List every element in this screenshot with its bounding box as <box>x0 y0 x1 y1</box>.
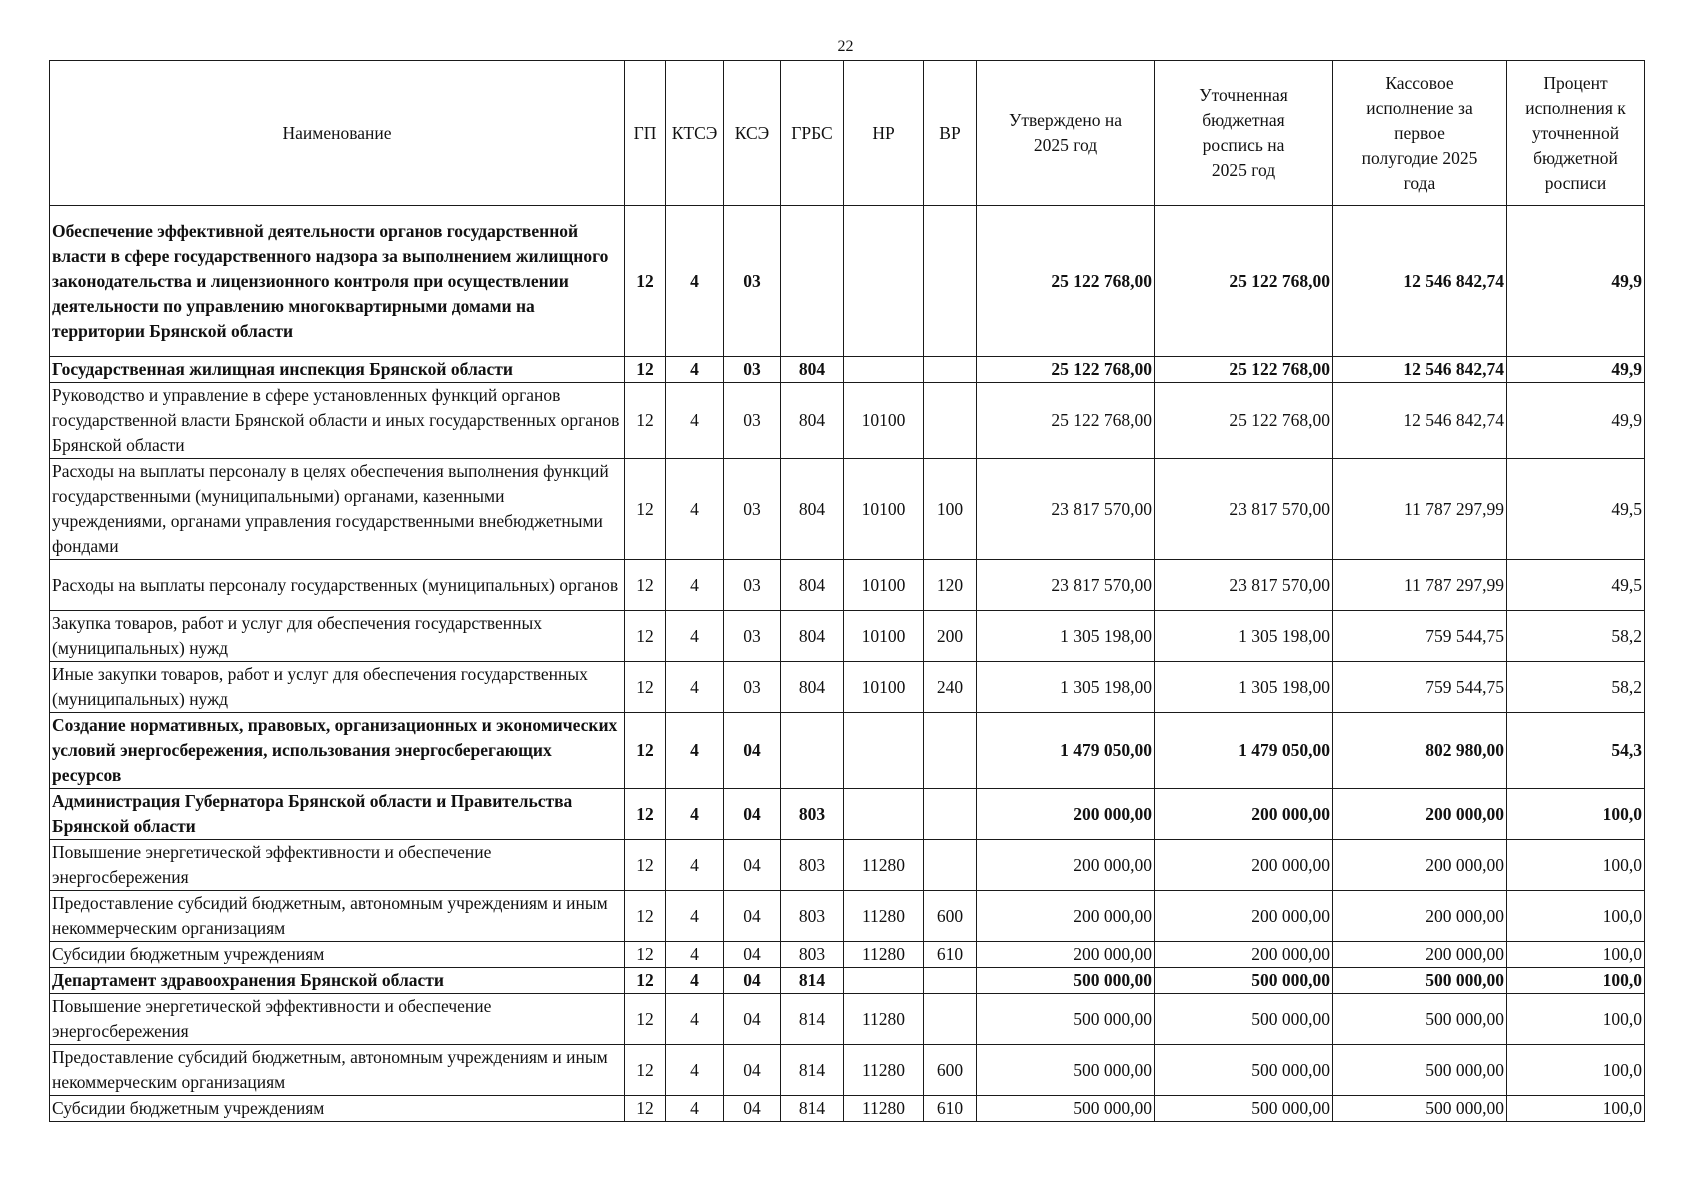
cell-cash: 11 787 297,99 <box>1333 459 1507 560</box>
cell-refined: 1 479 050,00 <box>1155 713 1333 789</box>
cell-approved: 500 000,00 <box>977 994 1155 1045</box>
cell-name: Повышение энергетической эффективности и обеспечение энергосбережения <box>50 840 625 891</box>
cell-name: Создание нормативных, правовых, организационных и экономических условий энергосбережения, использования энергосберегающих ресурсов <box>50 713 625 789</box>
cell-refined: 200 000,00 <box>1155 840 1333 891</box>
cell-approved: 1 479 050,00 <box>977 713 1155 789</box>
cell-cash: 200 000,00 <box>1333 891 1507 942</box>
cell-percent: 100,0 <box>1507 840 1645 891</box>
cell-approved: 1 305 198,00 <box>977 611 1155 662</box>
cell-vr <box>924 789 977 840</box>
table-row <box>50 357 1645 383</box>
cell-name: Предоставление субсидий бюджетным, автономным учреждениям и иным некоммерческим организациям <box>50 891 625 942</box>
cell-name: Расходы на выплаты персоналу в целях обеспечения выполнения функций государственными (муниципальными) органами, казенными учреждениями, органами управления государственными внебюджетными фондами <box>50 459 625 560</box>
cell-refined: 500 000,00 <box>1155 1096 1333 1122</box>
cell-grbs: 814 <box>781 994 844 1045</box>
cell-refined: 500 000,00 <box>1155 994 1333 1045</box>
cell-kse: 04 <box>724 840 781 891</box>
cell-grbs: 814 <box>781 1045 844 1096</box>
cell-kse: 03 <box>724 560 781 611</box>
cell-approved: 500 000,00 <box>977 1045 1155 1096</box>
cell-refined: 1 305 198,00 <box>1155 611 1333 662</box>
table-row <box>50 840 1645 891</box>
cell-ktse: 4 <box>666 206 724 357</box>
cell-grbs: 804 <box>781 357 844 383</box>
table-row <box>50 713 1645 789</box>
cell-gp: 12 <box>625 994 666 1045</box>
cell-percent: 49,9 <box>1507 383 1645 459</box>
cell-vr: 100 <box>924 459 977 560</box>
cell-percent: 100,0 <box>1507 1045 1645 1096</box>
cell-refined: 23 817 570,00 <box>1155 459 1333 560</box>
cell-gp: 12 <box>625 891 666 942</box>
cell-np: 11280 <box>844 891 924 942</box>
cell-kse: 04 <box>724 968 781 994</box>
cell-approved: 25 122 768,00 <box>977 206 1155 357</box>
header-row <box>50 61 1645 206</box>
cell-grbs: 804 <box>781 560 844 611</box>
cell-np <box>844 968 924 994</box>
cell-percent: 54,3 <box>1507 713 1645 789</box>
cell-kse: 03 <box>724 662 781 713</box>
cell-kse: 04 <box>724 994 781 1045</box>
cell-name: Государственная жилищная инспекция Брянской области <box>50 357 625 383</box>
cell-approved: 25 122 768,00 <box>977 383 1155 459</box>
cell-grbs: 803 <box>781 891 844 942</box>
cell-np <box>844 713 924 789</box>
cell-vr: 120 <box>924 560 977 611</box>
cell-refined: 500 000,00 <box>1155 1045 1333 1096</box>
cell-vr <box>924 383 977 459</box>
cell-gp: 12 <box>625 383 666 459</box>
table-row <box>50 1096 1645 1122</box>
cell-percent: 100,0 <box>1507 994 1645 1045</box>
cell-vr <box>924 206 977 357</box>
cell-name: Иные закупки товаров, работ и услуг для обеспечения государственных (муниципальных) нужд <box>50 662 625 713</box>
cell-vr <box>924 994 977 1045</box>
cell-grbs: 803 <box>781 840 844 891</box>
cell-kse: 04 <box>724 789 781 840</box>
cell-gp: 12 <box>625 611 666 662</box>
cell-approved: 200 000,00 <box>977 789 1155 840</box>
cell-approved: 1 305 198,00 <box>977 662 1155 713</box>
cell-gp: 12 <box>625 968 666 994</box>
cell-grbs: 804 <box>781 611 844 662</box>
cell-percent: 49,5 <box>1507 560 1645 611</box>
cell-gp: 12 <box>625 560 666 611</box>
cell-ktse: 4 <box>666 1045 724 1096</box>
cell-percent: 49,5 <box>1507 459 1645 560</box>
cell-name: Субсидии бюджетным учреждениям <box>50 942 625 968</box>
cell-refined: 200 000,00 <box>1155 942 1333 968</box>
cell-ktse: 4 <box>666 891 724 942</box>
cell-np: 10100 <box>844 662 924 713</box>
table-row <box>50 560 1645 611</box>
cell-grbs: 804 <box>781 662 844 713</box>
cell-ktse: 4 <box>666 994 724 1045</box>
page-number: 22 <box>837 38 854 55</box>
table-row <box>50 942 1645 968</box>
header-np: НР <box>844 61 924 206</box>
cell-vr <box>924 840 977 891</box>
cell-np: 10100 <box>844 459 924 560</box>
header-grbs: ГРБС <box>781 61 844 206</box>
cell-percent: 100,0 <box>1507 942 1645 968</box>
cell-approved: 500 000,00 <box>977 968 1155 994</box>
cell-approved: 500 000,00 <box>977 1096 1155 1122</box>
cell-gp: 12 <box>625 1045 666 1096</box>
cell-cash: 12 546 842,74 <box>1333 206 1507 357</box>
cell-grbs: 803 <box>781 789 844 840</box>
cell-cash: 500 000,00 <box>1333 994 1507 1045</box>
cell-percent: 58,2 <box>1507 662 1645 713</box>
cell-kse: 04 <box>724 942 781 968</box>
table-row <box>50 206 1645 357</box>
cell-name: Повышение энергетической эффективности и обеспечение энергосбережения <box>50 994 625 1045</box>
cell-refined: 25 122 768,00 <box>1155 206 1333 357</box>
cell-np <box>844 357 924 383</box>
cell-ktse: 4 <box>666 357 724 383</box>
cell-grbs <box>781 206 844 357</box>
cell-np: 11280 <box>844 942 924 968</box>
cell-kse: 04 <box>724 1045 781 1096</box>
cell-approved: 200 000,00 <box>977 942 1155 968</box>
cell-cash: 759 544,75 <box>1333 662 1507 713</box>
cell-percent: 49,9 <box>1507 357 1645 383</box>
cell-gp: 12 <box>625 942 666 968</box>
cell-refined: 500 000,00 <box>1155 968 1333 994</box>
header-gp: ГП <box>625 61 666 206</box>
cell-grbs: 814 <box>781 1096 844 1122</box>
cell-approved: 23 817 570,00 <box>977 560 1155 611</box>
cell-refined: 23 817 570,00 <box>1155 560 1333 611</box>
cell-cash: 759 544,75 <box>1333 611 1507 662</box>
cell-name: Расходы на выплаты персоналу государственных (муниципальных) органов <box>50 560 625 611</box>
cell-cash: 12 546 842,74 <box>1333 357 1507 383</box>
cell-cash: 11 787 297,99 <box>1333 560 1507 611</box>
cell-ktse: 4 <box>666 459 724 560</box>
table-body <box>50 206 1645 1122</box>
cell-vr: 600 <box>924 1045 977 1096</box>
cell-vr: 610 <box>924 942 977 968</box>
cell-refined: 25 122 768,00 <box>1155 357 1333 383</box>
cell-np: 10100 <box>844 383 924 459</box>
cell-ktse: 4 <box>666 968 724 994</box>
cell-gp: 12 <box>625 459 666 560</box>
cell-approved: 200 000,00 <box>977 891 1155 942</box>
cell-kse: 03 <box>724 611 781 662</box>
table-row <box>50 459 1645 560</box>
cell-percent: 58,2 <box>1507 611 1645 662</box>
cell-refined: 25 122 768,00 <box>1155 383 1333 459</box>
cell-gp: 12 <box>625 662 666 713</box>
table-row <box>50 891 1645 942</box>
cell-np <box>844 206 924 357</box>
cell-grbs: 814 <box>781 968 844 994</box>
cell-grbs <box>781 713 844 789</box>
cell-percent: 100,0 <box>1507 968 1645 994</box>
cell-grbs: 803 <box>781 942 844 968</box>
cell-refined: 1 305 198,00 <box>1155 662 1333 713</box>
header-percent: Процент исполнения к уточненной бюджетной росписи <box>1507 61 1645 206</box>
cell-vr <box>924 968 977 994</box>
table-row <box>50 662 1645 713</box>
cell-approved: 25 122 768,00 <box>977 357 1155 383</box>
cell-name: Департамент здравоохранения Брянской области <box>50 968 625 994</box>
cell-gp: 12 <box>625 357 666 383</box>
cell-vr <box>924 713 977 789</box>
cell-np <box>844 789 924 840</box>
table-row <box>50 1045 1645 1096</box>
cell-gp: 12 <box>625 713 666 789</box>
cell-kse: 04 <box>724 713 781 789</box>
cell-grbs: 804 <box>781 459 844 560</box>
cell-approved: 23 817 570,00 <box>977 459 1155 560</box>
cell-name: Закупка товаров, работ и услуг для обеспечения государственных (муниципальных) нужд <box>50 611 625 662</box>
cell-ktse: 4 <box>666 942 724 968</box>
cell-refined: 200 000,00 <box>1155 789 1333 840</box>
cell-cash: 200 000,00 <box>1333 840 1507 891</box>
cell-vr: 610 <box>924 1096 977 1122</box>
cell-kse: 03 <box>724 383 781 459</box>
cell-ktse: 4 <box>666 383 724 459</box>
cell-cash: 12 546 842,74 <box>1333 383 1507 459</box>
header-ktse: КТСЭ <box>666 61 724 206</box>
table-row <box>50 611 1645 662</box>
header-name: Наименование <box>50 61 625 206</box>
cell-ktse: 4 <box>666 789 724 840</box>
cell-percent: 100,0 <box>1507 891 1645 942</box>
cell-np: 11280 <box>844 1045 924 1096</box>
cell-percent: 100,0 <box>1507 789 1645 840</box>
cell-np: 11280 <box>844 1096 924 1122</box>
cell-ktse: 4 <box>666 713 724 789</box>
header-vr: ВР <box>924 61 977 206</box>
cell-np: 10100 <box>844 611 924 662</box>
cell-name: Предоставление субсидий бюджетным, автономным учреждениям и иным некоммерческим организациям <box>50 1045 625 1096</box>
cell-cash: 500 000,00 <box>1333 1096 1507 1122</box>
cell-cash: 200 000,00 <box>1333 942 1507 968</box>
cell-gp: 12 <box>625 840 666 891</box>
cell-gp: 12 <box>625 206 666 357</box>
table-row <box>50 383 1645 459</box>
cell-name: Субсидии бюджетным учреждениям <box>50 1096 625 1122</box>
cell-kse: 04 <box>724 891 781 942</box>
cell-name: Администрация Губернатора Брянской области и Правительства Брянской области <box>50 789 625 840</box>
cell-np: 10100 <box>844 560 924 611</box>
cell-vr: 240 <box>924 662 977 713</box>
header-approved: Утверждено на 2025 год <box>977 61 1155 206</box>
cell-np: 11280 <box>844 840 924 891</box>
cell-percent: 100,0 <box>1507 1096 1645 1122</box>
cell-kse: 03 <box>724 459 781 560</box>
cell-name: Обеспечение эффективной деятельности органов государственной власти в сфере государственного надзора за выполнением жилищного законодательства и лицензионного контроля при осуществлении деятельности по управлению многоквартирными домами на территории Брянской области <box>50 206 625 357</box>
cell-name: Руководство и управление в сфере установленных функций органов государственной власти Брянской области и иных государственных органов Брянской области <box>50 383 625 459</box>
cell-ktse: 4 <box>666 840 724 891</box>
cell-kse: 04 <box>724 1096 781 1122</box>
cell-ktse: 4 <box>666 611 724 662</box>
cell-vr <box>924 357 977 383</box>
cell-grbs: 804 <box>781 383 844 459</box>
cell-cash: 500 000,00 <box>1333 1045 1507 1096</box>
cell-vr: 600 <box>924 891 977 942</box>
cell-ktse: 4 <box>666 560 724 611</box>
cell-vr: 200 <box>924 611 977 662</box>
cell-kse: 03 <box>724 357 781 383</box>
header-refined: Уточненная бюджетная роспись на 2025 год <box>1155 61 1333 206</box>
budget-table <box>49 60 1645 1122</box>
cell-gp: 12 <box>625 789 666 840</box>
cell-ktse: 4 <box>666 662 724 713</box>
cell-percent: 49,9 <box>1507 206 1645 357</box>
cell-np: 11280 <box>844 994 924 1045</box>
cell-approved: 200 000,00 <box>977 840 1155 891</box>
table-row <box>50 789 1645 840</box>
cell-cash: 802 980,00 <box>1333 713 1507 789</box>
header-cash: Кассовое исполнение за первое полугодие 2025 года <box>1333 61 1507 206</box>
cell-gp: 12 <box>625 1096 666 1122</box>
cell-cash: 200 000,00 <box>1333 789 1507 840</box>
cell-ktse: 4 <box>666 1096 724 1122</box>
table-row <box>50 994 1645 1045</box>
cell-cash: 500 000,00 <box>1333 968 1507 994</box>
cell-refined: 200 000,00 <box>1155 891 1333 942</box>
table-row <box>50 968 1645 994</box>
cell-kse: 03 <box>724 206 781 357</box>
header-kse: КСЭ <box>724 61 781 206</box>
